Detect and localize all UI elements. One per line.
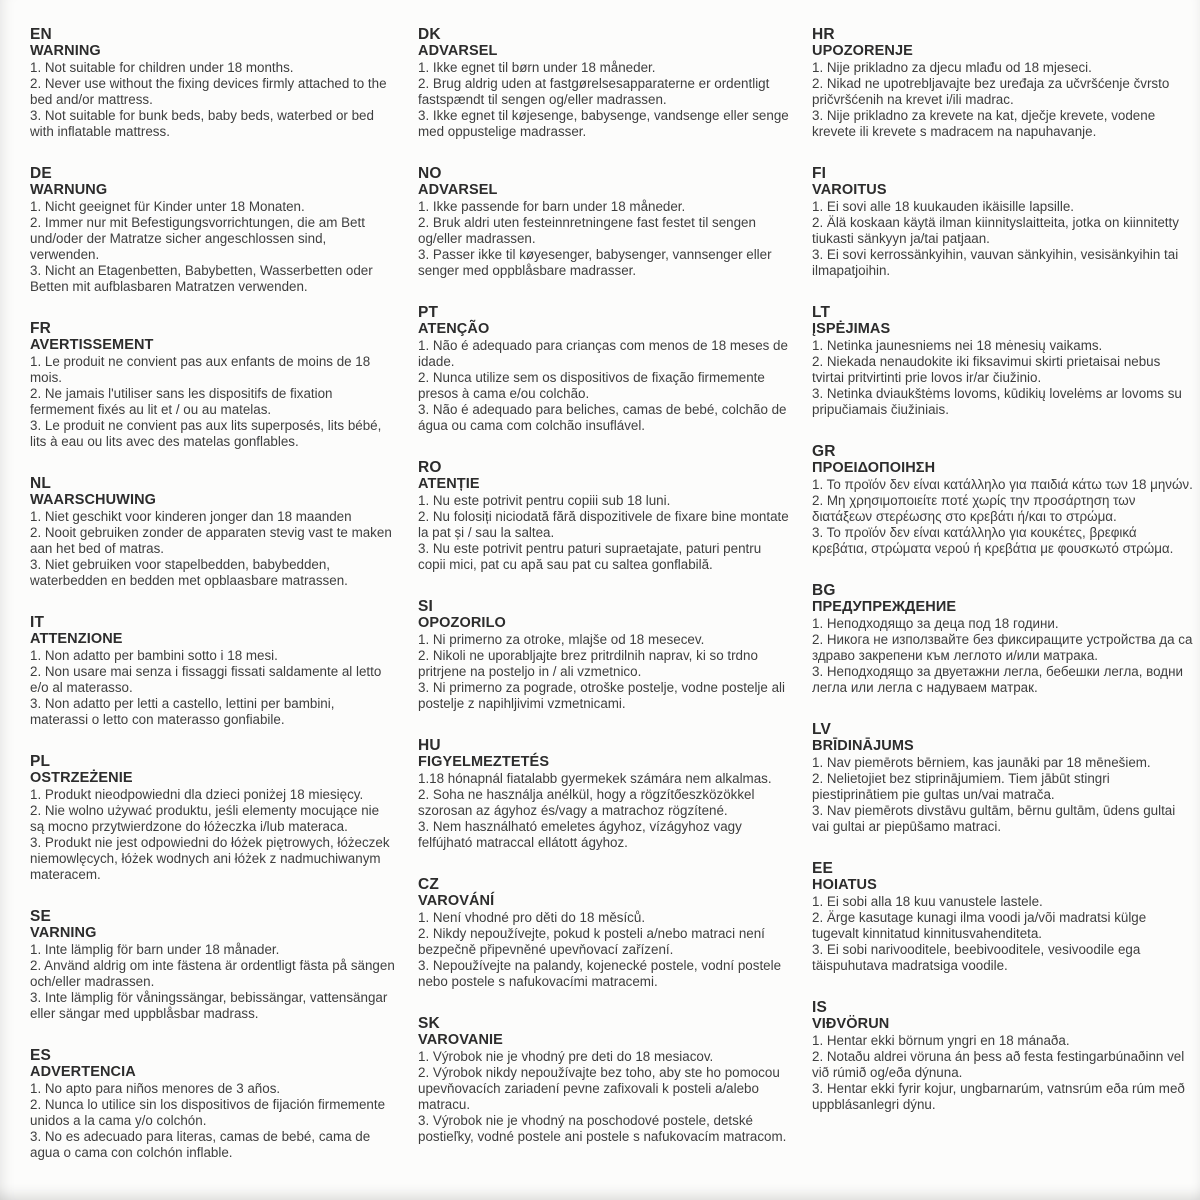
warning-line: 2. Nikdy nepoužívejte, pokud k posteli a/nebo matraci není bezpečně připevněné upevňovací zařízení.	[418, 926, 765, 957]
warning-line: 1. Nicht geeignet für Kinder unter 18 Monaten.	[30, 199, 305, 214]
warning-line: 3. Ei sovi kerrossänkyihin, vauvan sänkyihin, vesisänkyihin tai ilmapatjoihin.	[812, 247, 1179, 278]
warning-line: 1. Not suitable for children under 18 months.	[30, 60, 294, 75]
warning-line: 2. Notaðu aldrei vöruna án þess að festa festingarbúnaðinn vel við rúmið og/eða dýnuna.	[812, 1049, 1185, 1080]
language-code: FI	[812, 165, 827, 182]
warning-title: WARNUNG	[30, 182, 108, 198]
warning-title: WAARSCHUWING	[30, 492, 157, 508]
warning-line: 1. Nije prikladno za djecu mlađu od 18 mjeseci.	[812, 60, 1092, 75]
warning-line: 1. Nu este potrivit pentru copiii sub 18 luni.	[418, 493, 671, 508]
warning-title: ПРЕДУПРЕЖДЕНИЕ	[812, 599, 957, 615]
language-code: DE	[30, 165, 52, 182]
warning-line: 3. Nu este potrivit pentru paturi supraetajate, paturi pentru copii mici, pat cu apă sau pat cu saltea gonflabilă.	[418, 541, 762, 572]
warning-line: 3. Le produit ne convient pas aux lits superposés, lits bébé, lits à eau ou lits avec des matelas gonflables.	[30, 418, 382, 449]
language-code: SK	[418, 1015, 440, 1032]
warning-line: 1. Výrobok nie je vhodný pre deti do 18 mesiacov.	[418, 1049, 714, 1064]
language-block-hr	[812, 26, 1194, 140]
warning-line: 1. Niet geschikt voor kinderen jonger dan 18 maanden	[30, 509, 352, 524]
language-block-no	[418, 165, 790, 279]
warning-title: WARNING	[30, 43, 101, 59]
warning-line: 1. Неподходящо за деца под 18 години.	[812, 616, 1059, 631]
warning-line: 3. Non adatto per letti a castello, lettini per bambini, materassi o letto con materasso gonfiabile.	[30, 696, 335, 727]
language-code: FR	[30, 320, 52, 337]
warning-title: ATENȚIE	[418, 476, 480, 492]
language-code: BG	[812, 582, 836, 599]
language-block-es	[30, 1047, 396, 1161]
warning-line: 1. Produkt nieodpowiedni dla dzieci poniżej 18 miesięcy.	[30, 787, 364, 802]
language-block-si	[418, 598, 790, 712]
warning-line: 3. Nije prikladno za krevete na kat, dječje krevete, vodene krevete ili krevete s madracem na napuhavanje.	[812, 108, 1156, 139]
language-block-pt	[418, 304, 790, 434]
language-block-lt	[812, 304, 1194, 418]
warning-line: 3. Ei sobi narivooditele, beebivooditele, vesivoodile ega täispuhutava madratsiga voodile.	[812, 942, 1141, 973]
warning-line: 2. Nikoli ne uporabljajte brez pritrdilnih naprav, ki so trdno pritrjene na posteljo in / ali vzmetnico.	[418, 648, 758, 679]
warning-line: 2. Niekada nenaudokite iki fiksavimui skirti prietaisai nebus tvirtai pritvirtinti prie lovos ir/ar čiužinio.	[812, 354, 1161, 385]
language-code: IT	[30, 614, 45, 631]
warning-title: ADVERTENCIA	[30, 1064, 136, 1080]
language-code: CZ	[418, 876, 440, 893]
warning-line: 3. Niet gebruiken voor stapelbedden, babybedden, waterbedden en bedden met opblaasbare matrassen.	[30, 557, 348, 588]
warning-line: 3. Passer ikke til køyesenger, babysenger, vannsenger eller senger med oppblåsbare madrasser.	[418, 247, 772, 278]
language-block-fr	[30, 320, 396, 450]
warning-line: 3. Nicht an Etagenbetten, Babybetten, Wasserbetten oder Betten mit aufblasbaren Matratzen verwenden.	[30, 263, 373, 294]
language-block-pl	[30, 753, 396, 883]
language-code: EE	[812, 860, 834, 877]
warning-line: 3. No es adecuado para literas, camas de bebé, cama de agua o cama con colchón inflable.	[30, 1129, 371, 1160]
warning-line: 1. Ei sobi alla 18 kuu vanustele lastele.	[812, 894, 1043, 909]
warning-line: 2. Soha ne használja anélkül, hogy a rögzítőeszközökkel szorosan az ágyhoz és/vagy a matrachoz rögzítené.	[418, 787, 755, 818]
language-code: GR	[812, 443, 836, 460]
column-1	[418, 26, 790, 1170]
warning-title: HOIATUS	[812, 877, 877, 893]
language-code: HR	[812, 26, 835, 43]
warning-line: 1. Netinka jaunesniems nei 18 mėnesių vaikams.	[812, 338, 1103, 353]
language-block-is	[812, 999, 1194, 1113]
warning-line: 3. Ikke egnet til køjesenge, babysenge, vandsenge eller senge med oppustelige madrasser.	[418, 108, 789, 139]
warning-line: 2. Brug aldrig uden at fastgørelsesapparaterne er ordentligt fastspændt til sengen og/eller madrassen.	[418, 76, 770, 107]
language-code: LT	[812, 304, 831, 321]
warning-line: 2. Använd aldrig om inte fästena är ordentligt fästa på sängen och/eller madrassen.	[30, 958, 395, 989]
language-code: RO	[418, 459, 442, 476]
warning-line: 2. Nu folosiți niciodată fără dispozitivele de fixare bine montate la pat și / sau la saltea.	[418, 509, 789, 540]
warning-line: 3. Nav piemērots divstāvu gultām, bērnu gultām, ūdens gultai vai gultai ar piepūšamo matraci.	[812, 803, 1176, 834]
language-code: HU	[418, 737, 441, 754]
warning-line: 1. Ikke egnet til børn under 18 måneder.	[418, 60, 656, 75]
language-block-en	[30, 26, 396, 140]
language-code: NO	[418, 165, 442, 182]
warning-line: 2. Non usare mai senza i fissaggi fissati saldamente al letto e/o al materasso.	[30, 664, 382, 695]
language-code: SI	[418, 598, 434, 615]
warning-title: ĮSPĖJIMAS	[812, 321, 891, 337]
warning-title: VARNING	[30, 925, 97, 941]
language-code: LV	[812, 721, 832, 738]
warning-line: 2. Nelietojiet bez stiprinājumiem. Tiem jābūt stingri piestiprinātiem pie gultas un/vai matrača.	[812, 771, 1110, 802]
warning-title: VAROVANIE	[418, 1032, 503, 1048]
language-code: IS	[812, 999, 828, 1016]
warning-line: 2. Nunca utilize sem os dispositivos de fixação firmemente presos à cama e/ou colchão.	[418, 370, 765, 401]
warning-title: ADVARSEL	[418, 43, 498, 59]
column-2	[812, 26, 1194, 1138]
warning-line: 2. Nooit gebruiken zonder de apparaten stevig vast te maken aan het bed of matras.	[30, 525, 392, 556]
warning-line: 2. Nie wolno używać produktu, jeśli elementy mocujące nie są mocno przytwierdzone do łóżeczka i/lub materaca.	[30, 803, 380, 834]
warning-line: 2. Nikad ne upotrebljavajte bez uređaja za učvršćenje čvrsto pričvršćenih na krevet i/ili madrac.	[812, 76, 1170, 107]
warning-line: 2. Ne jamais l'utiliser sans les dispositifs de fixation fermement fixés au lit et / ou au matelas.	[30, 386, 333, 417]
warning-line: 2. Ärge kasutage kunagi ilma voodi ja/või madratsi külge tugevalt kinnitatud kinnitusvahenditeta.	[812, 910, 1147, 941]
warning-title: ΠΡΟΕΙΔΟΠΟΙΗΣΗ	[812, 460, 936, 476]
warning-line: 3. Não é adequado para beliches, camas de bebé, colchão de água ou cama com colchão insuflável.	[418, 402, 787, 433]
warning-line: 2. Μη χρησιμοποιείτε ποτέ χωρίς την προσάρτηση των διατάξεων στερέωσης στο κρεβάτι ή/και το στρώμα.	[812, 493, 1136, 524]
warning-line: 3. Not suitable for bunk beds, baby beds, waterbed or bed with inflatable mattress.	[30, 108, 374, 139]
warning-line: 1. Le produit ne convient pas aux enfants de moins de 18 mois.	[30, 354, 371, 385]
language-block-bg	[812, 582, 1194, 696]
language-block-hu	[418, 737, 790, 851]
columns-container	[30, 26, 1193, 1186]
warning-line: 3. Nepoužívejte na palandy, kojenecké postele, vodní postele nebo postele s nafukovacími matracemi.	[418, 958, 782, 989]
warning-title: OPOZORILO	[418, 615, 506, 631]
language-code: DK	[418, 26, 441, 43]
warning-line: 1. Ikke passende for barn under 18 måneder.	[418, 199, 686, 214]
language-code: PT	[418, 304, 439, 321]
warning-title: ATTENZIONE	[30, 631, 123, 647]
warning-title: ATENÇÃO	[418, 321, 490, 337]
warning-title: VAROVÁNÍ	[418, 893, 495, 909]
warning-line: 1. Nav piemērots bērniem, kas jaunāki par 18 mēnešiem.	[812, 755, 1151, 770]
warning-title: AVERTISSEMENT	[30, 337, 154, 353]
warning-title: UPOZORENJE	[812, 43, 913, 59]
warning-line: 1. Ni primerno za otroke, mlajše od 18 mesecev.	[418, 632, 705, 647]
warning-line: 3. Hentar ekki fyrir kojur, ungbarnarúm, vatnsrúm eða rúm með uppblásanlegri dýnu.	[812, 1081, 1185, 1112]
language-code: PL	[30, 753, 51, 770]
warning-line: 2. Výrobok nikdy nepoužívajte bez toho, aby ste ho pomocou upevňovacích zariadení pevne zafixovali k posteli a/alebo matracu.	[418, 1065, 780, 1112]
warning-line: 3. Výrobok nie je vhodný na poschodové postele, detské postieľky, vodné postele ani postele s nafukovacím matracom.	[418, 1113, 787, 1144]
language-block-ee	[812, 860, 1194, 974]
warning-title: OSTRZEŻENIE	[30, 770, 133, 786]
warning-line: 3. Inte lämplig för våningssängar, bebissängar, vattensängar eller sängar med uppblåsbar madrass.	[30, 990, 388, 1021]
warning-line: 1. Non adatto per bambini sotto i 18 mesi.	[30, 648, 278, 663]
warning-line: 3. Неподходящо за двуетажни легла, бебешки легла, водни легла или легла с надуваем матрак.	[812, 664, 1183, 695]
warning-line: 1. Não é adequado para crianças com menos de 18 meses de idade.	[418, 338, 788, 369]
language-block-cz	[418, 876, 790, 990]
warning-line: 1. No apto para niños menores de 3 años.	[30, 1081, 281, 1096]
language-code: NL	[30, 475, 52, 492]
warning-line: 2. Never use without the fixing devices firmly attached to the bed and/or mattress.	[30, 76, 387, 107]
language-block-dk	[418, 26, 790, 140]
warning-title: VAROITUS	[812, 182, 887, 198]
language-block-ro	[418, 459, 790, 573]
warning-line: 1. Není vhodné pro děti do 18 měsíců.	[418, 910, 646, 925]
warning-line: 1.18 hónapnál fiatalabb gyermekek számára nem alkalmas.	[418, 771, 772, 786]
warning-line: 1. Ei sovi alle 18 kuukauden ikäisille lapsille.	[812, 199, 1075, 214]
warning-line: 2. Никога не използвайте без фиксиращите устройства да са здраво закрепени към леглото и/или матрака.	[812, 632, 1193, 663]
warning-title: ADVARSEL	[418, 182, 498, 198]
warning-line: 2. Bruk aldri uten festeinnretningene fast festet til sengen og/eller madrassen.	[418, 215, 756, 246]
warning-line: 3. Ni primerno za pograde, otroške postelje, vodne postelje ali postelje z napihljivimi vzmetnicami.	[418, 680, 785, 711]
language-block-lv	[812, 721, 1194, 835]
warning-line: 3. Nem használható emeletes ágyhoz, vízágyhoz vagy felfújható matraccal ellátott ágyhoz.	[418, 819, 742, 850]
language-block-fi	[812, 165, 1194, 279]
language-block-se	[30, 908, 396, 1022]
language-block-de	[30, 165, 396, 295]
warning-line: 3. Netinka dviaukštėms lovoms, kūdikių lovelėms ar lovoms su pripučiamais čiužiniais.	[812, 386, 1182, 417]
warning-line: 1. Inte lämplig för barn under 18 månader.	[30, 942, 280, 957]
warning-line: 1. Hentar ekki börnum yngri en 18 mánaða.	[812, 1033, 1070, 1048]
warning-line: 2. Älä koskaan käytä ilman kiinnityslaitteita, jotka on kiinnitetty tiukasti sänkyyn ja/tai patjaan.	[812, 215, 1179, 246]
warning-title: VIÐVÖRUN	[812, 1016, 890, 1032]
warning-line: 2. Nunca lo utilice sin los dispositivos de fijación firmemente unidos a la cama y/o colchón.	[30, 1097, 386, 1128]
language-block-nl	[30, 475, 396, 589]
language-code: EN	[30, 26, 52, 43]
language-block-gr	[812, 443, 1194, 557]
language-block-sk	[418, 1015, 790, 1145]
language-code: ES	[30, 1047, 52, 1064]
warning-title: FIGYELMEZTETÉS	[418, 754, 550, 770]
warning-title: BRĪDINĀJUMS	[812, 738, 914, 754]
column-0	[30, 26, 396, 1186]
language-code: SE	[30, 908, 52, 925]
language-block-it	[30, 614, 396, 728]
warning-line: 3. Produkt nie jest odpowiedni do łóżek piętrowych, łóżeczek niemowlęcych, łóżek wodnych ani łóżek z nadmuchiwanym materacem.	[30, 835, 390, 882]
warning-line: 1. Το προϊόν δεν είναι κατάλληλο για παιδιά κάτω των 18 μηνών.	[812, 477, 1193, 492]
warning-line: 2. Immer nur mit Befestigungsvorrichtungen, die am Bett und/oder der Matratze sicher angeschlossen sind, verwenden.	[30, 215, 365, 262]
warning-line: 3. Το προϊόν δεν είναι κατάλληλο για κουκέτες, βρεφικά κρεβάτια, στρώματα νερού ή κρεβάτια με φουσκωτό στρώμα.	[812, 525, 1174, 556]
